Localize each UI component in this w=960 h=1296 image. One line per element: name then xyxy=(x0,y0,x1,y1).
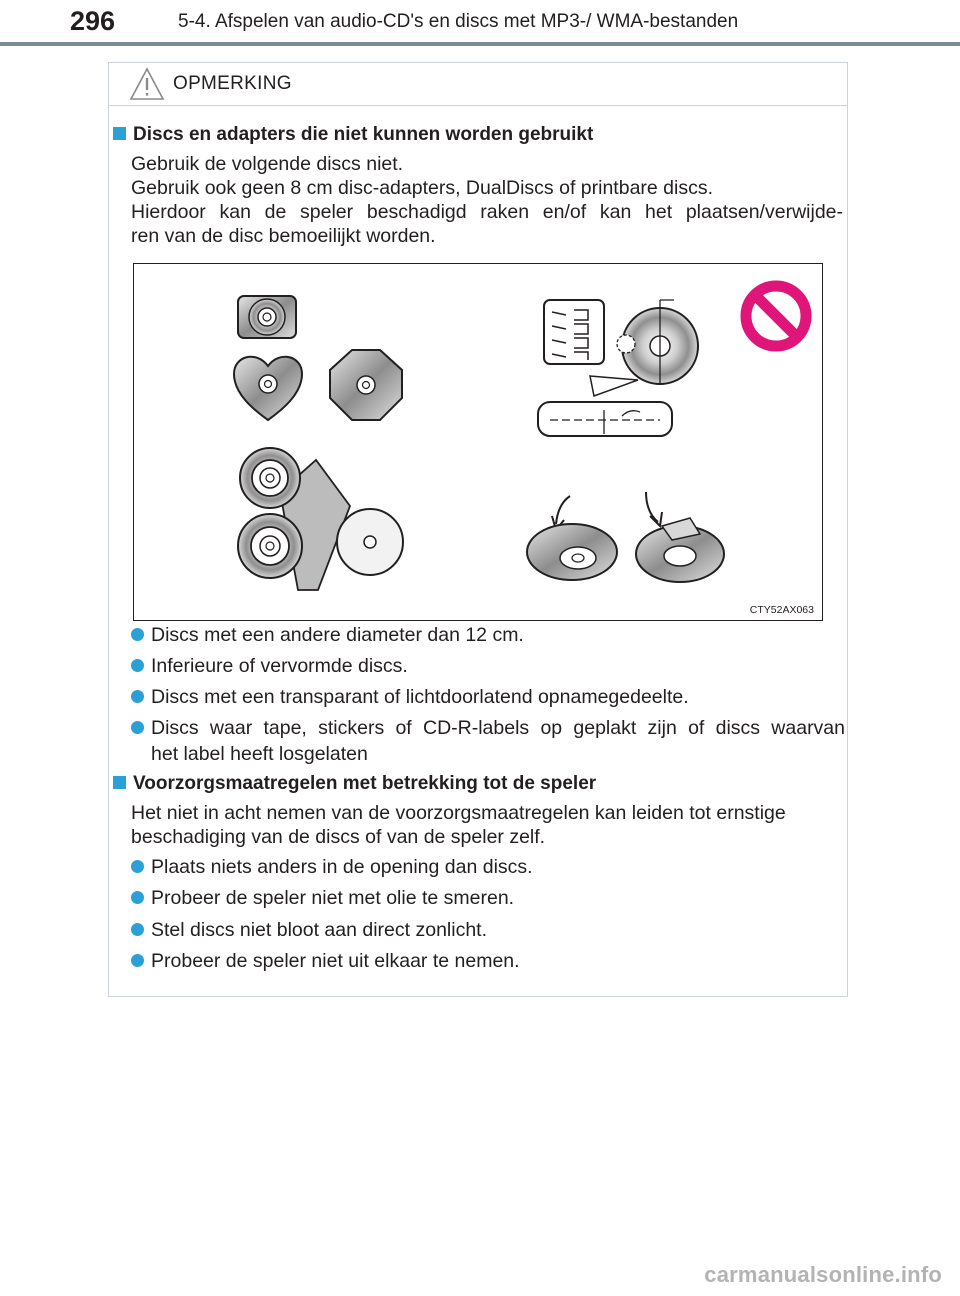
bullet-icon xyxy=(131,891,144,904)
intro-line: Gebruik ook geen 8 cm disc-adapters, DualDiscs of printbare discs. xyxy=(131,177,714,199)
warning-icon xyxy=(129,67,165,101)
intro-line: Hierdoor kan de speler beschadigd raken en/of kan het plaatsen/verwijde- xyxy=(131,201,843,223)
page-header xyxy=(0,0,960,50)
note-title: OPMERKING xyxy=(173,73,292,94)
section-heading-discs xyxy=(113,124,593,146)
section-heading-text: Discs en adapters die niet kunnen worden gebruikt xyxy=(133,124,594,145)
intro-line: ren van de disc bemoeilijkt worden. xyxy=(131,225,436,247)
bullet-icon xyxy=(131,659,144,672)
prohibition-icon xyxy=(746,286,806,346)
bullet-text: Inferieure of vervormde discs. xyxy=(151,655,408,677)
bullet-icon xyxy=(131,954,144,967)
bullet-text xyxy=(151,715,845,767)
square-bullet-icon xyxy=(113,776,126,789)
intro-line: Gebruik de volgende discs niet. xyxy=(131,153,404,175)
watermark: carmanualsonline.info xyxy=(704,1262,942,1287)
section-intro xyxy=(131,152,843,248)
section-heading-text: Voorzorgsmaatregelen met betrekking tot de speler xyxy=(133,773,597,794)
square-bullet-icon xyxy=(113,127,126,140)
note-header xyxy=(109,63,847,106)
square-disc-icon xyxy=(238,296,296,338)
bullet-text: Plaats niets anders in de opening dan discs. xyxy=(151,856,533,878)
bullet-text: Stel discs niet bloot aan direct zonlicht. xyxy=(151,919,488,941)
octagon-disc-icon xyxy=(330,350,402,420)
disc-adapter-diagram-icon xyxy=(538,300,698,436)
section-intro xyxy=(131,801,843,849)
header-divider xyxy=(0,42,960,46)
figure-code: CTY52AX063 xyxy=(749,604,814,616)
note-box xyxy=(108,62,848,997)
bullet-text-line: Discs waar tape, stickers of CD-R-labels op geplakt zijn of discs waarvan xyxy=(151,717,845,739)
bullet-icon xyxy=(131,721,144,734)
bullet-icon xyxy=(131,628,144,641)
bullet-icon xyxy=(131,690,144,703)
bullet-text: Probeer de speler niet uit elkaar te nemen. xyxy=(151,950,520,972)
bullet-text: Discs met een andere diameter dan 12 cm. xyxy=(151,624,524,646)
page-number: 296 xyxy=(70,6,116,36)
bullet-icon xyxy=(131,923,144,936)
bullet-text-line: het label heeft losgelaten xyxy=(151,743,368,765)
intro-line: Het niet in acht nemen van de voorzorgsmaatregelen kan leiden tot ernstige xyxy=(131,802,786,824)
intro-line: beschadiging van de discs of van de speler zelf. xyxy=(131,826,546,848)
bullet-text: Discs met een transparant of lichtdoorlatend opnamegedeelte. xyxy=(151,686,689,708)
section-title: 5-4. Afspelen van audio-CD's en discs met MP3-/ WMA-bestanden xyxy=(178,11,739,32)
transparent-disc-icon xyxy=(238,448,403,590)
discs-illustration xyxy=(134,264,822,620)
peeling-label-disc-icon xyxy=(527,496,617,580)
bullet-icon xyxy=(131,860,144,873)
taped-disc-icon xyxy=(636,492,724,582)
bullet-text: Probeer de speler niet met olie te smeren. xyxy=(151,887,515,909)
unusable-discs-illustration xyxy=(133,263,823,621)
section-heading-player xyxy=(113,773,596,795)
heart-disc-icon xyxy=(234,357,302,420)
